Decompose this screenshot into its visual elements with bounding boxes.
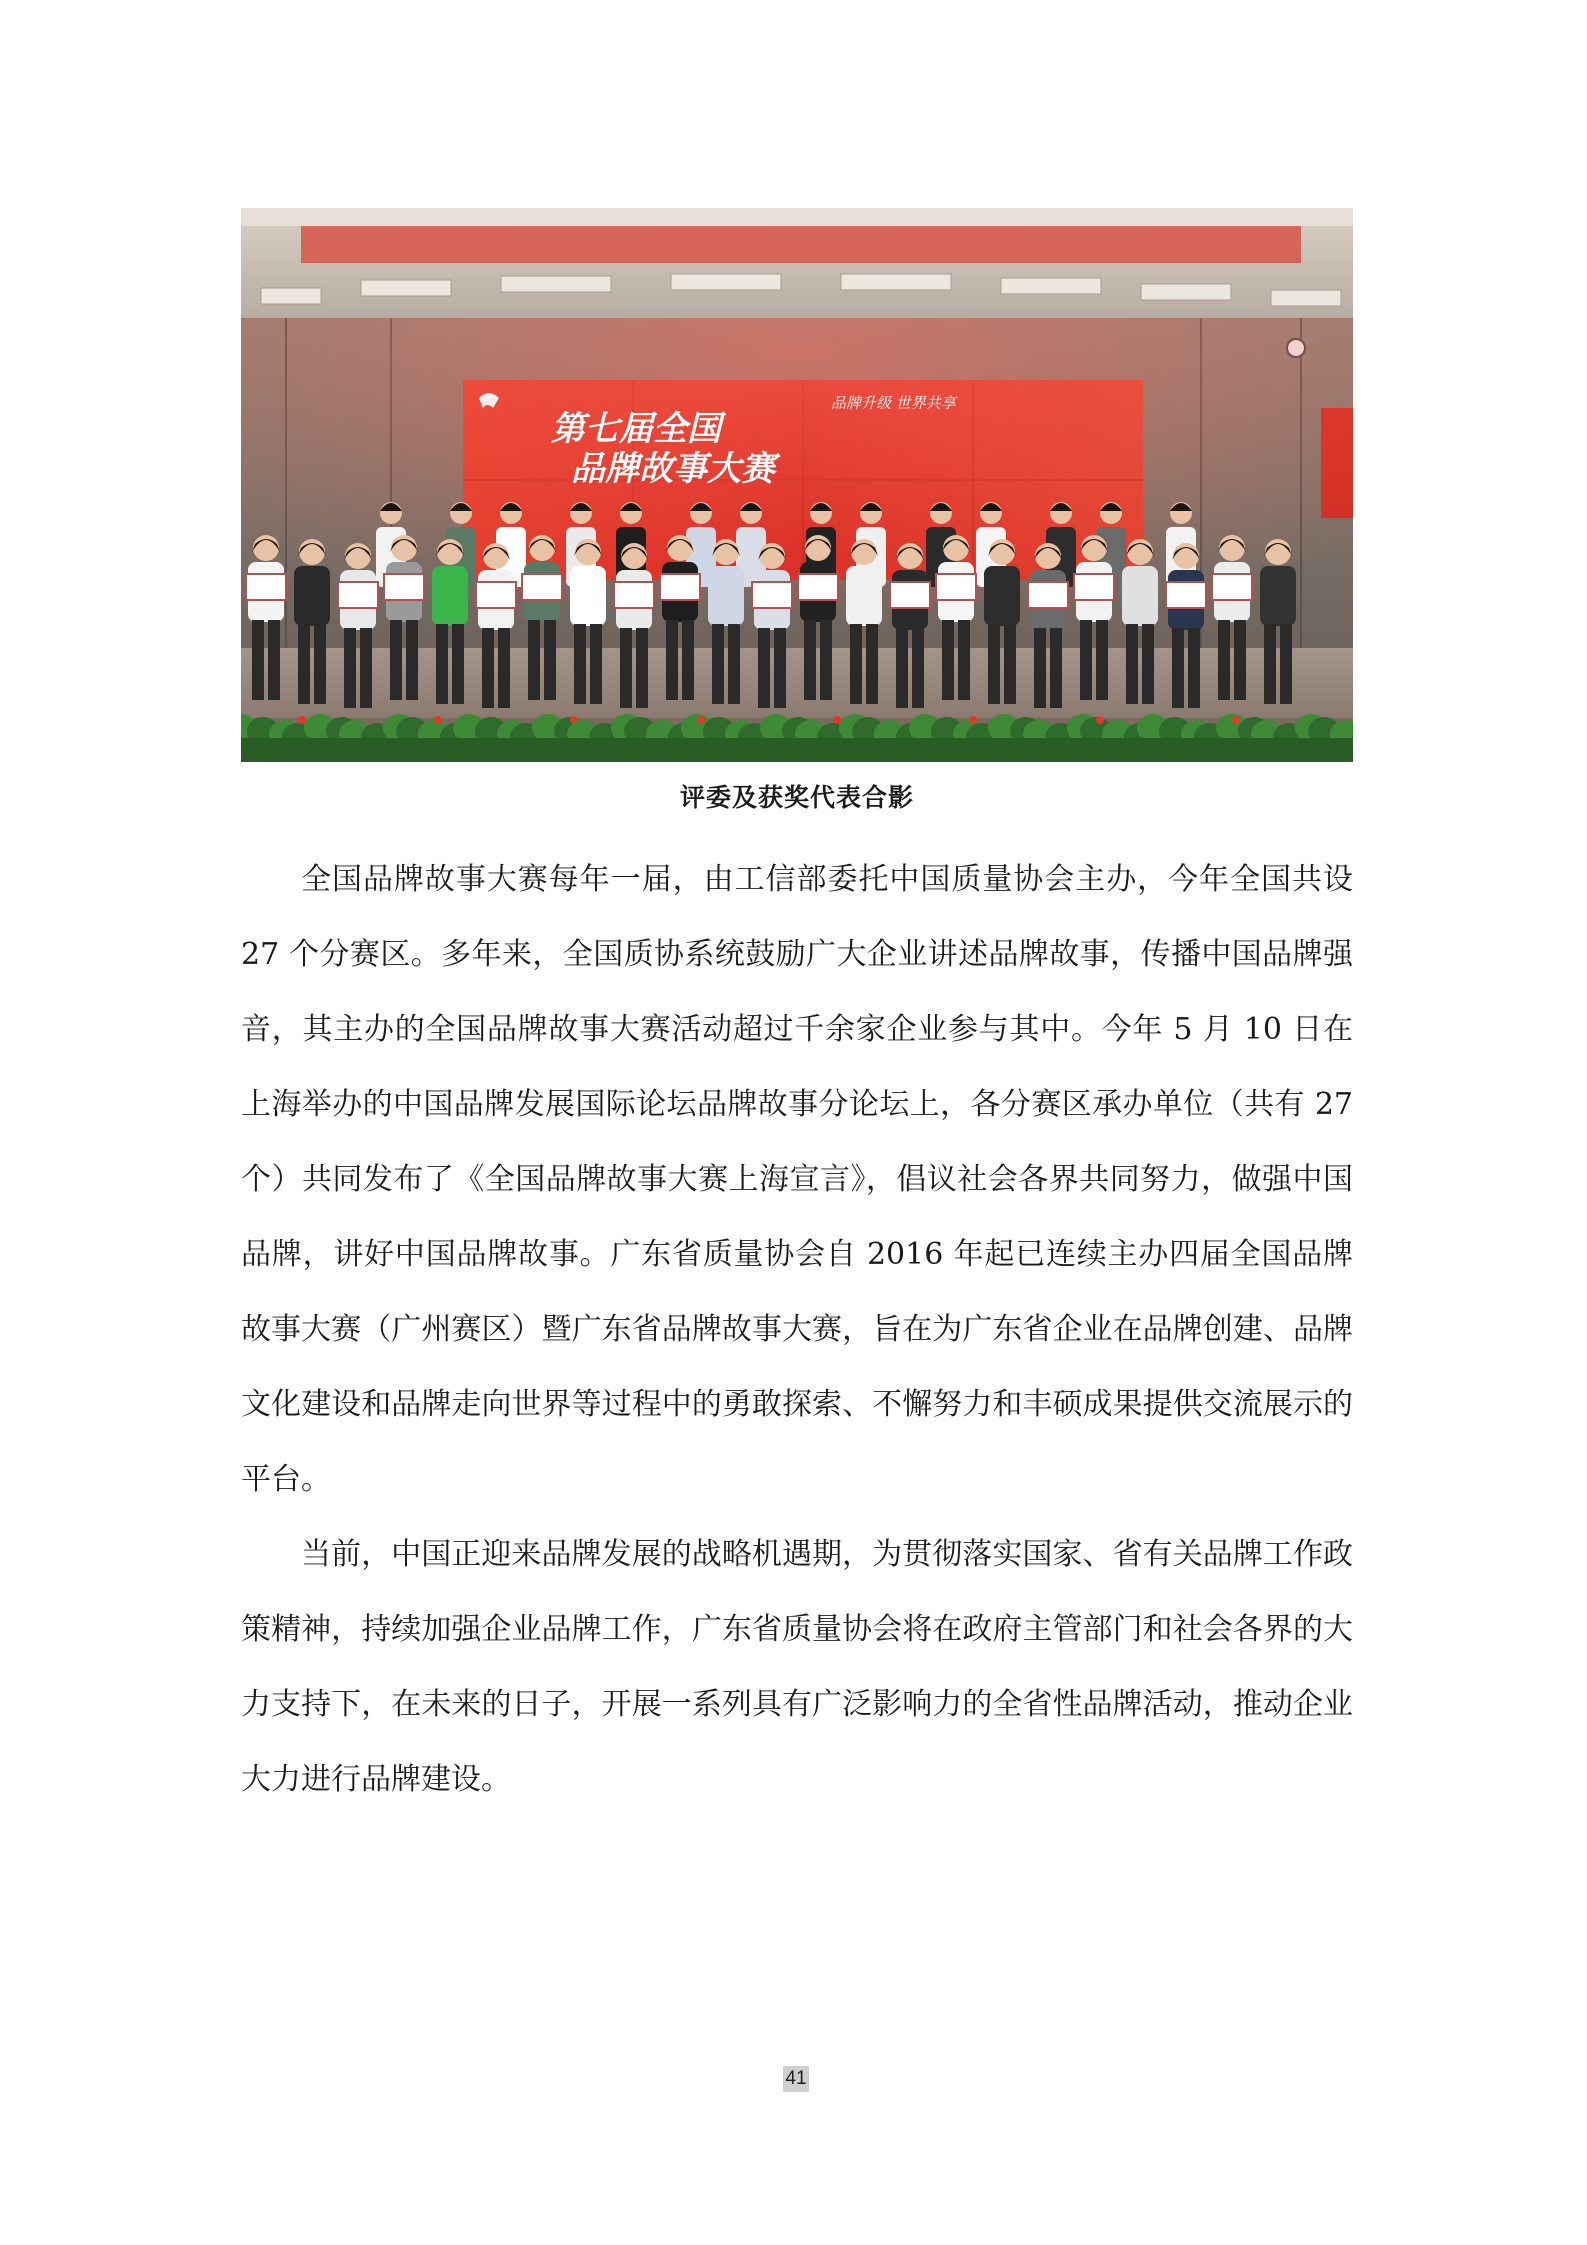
front-plants	[241, 714, 1353, 762]
figure-caption: 评委及获奖代表合影	[679, 783, 914, 812]
group-photo	[241, 208, 1353, 762]
paragraph-1: 全国品牌故事大赛每年一届，由工信部委托中国质量协会主办，今年全国共设 27 个分赛区。多年来，全国质协系统鼓励广大企业讲述品牌故事，传播中国品牌强音，其主办的全国品牌故事大赛活动超过千余家企业参与其中。今年 5 月 10 日在上海举办的中国品牌发展国际论坛品牌故事分论坛上，各分赛区承办单位（共有 27 个）共同发布了《全国品牌故事大赛上海宣言》，倡议社会各界共同努力，做强中国品牌，讲好中国品牌故事。广东省质量协会自 2016 年起已连续主办四届全国品牌故事大赛（广州赛区）暨广东省品牌故事大赛，旨在为广东省企业在品牌创建、品牌文化建设和品牌走向世界等过程中的勇敢探索、不懈努力和丰硕成果提供交流展示的平台。	[241, 862, 1353, 1497]
stage-slogan: 品牌升级 世界共享	[831, 394, 956, 412]
page-number: 41	[783, 2066, 809, 2092]
stage-title-line2: 品牌故事大赛	[571, 449, 775, 489]
paragraph-2: 当前，中国正迎来品牌发展的战略机遇期，为贯彻落实国家、省有关品牌工作政策精神，持续加强企业品牌工作，广东省质量协会将在政府主管部门和社会各界的大力支持下，在未来的日子，开展一系列具有广泛影响力的全省性品牌活动，推动企业大力进行品牌建设。	[241, 1537, 1353, 1797]
body-text	[241, 842, 1353, 1817]
stage-title-line1: 第七届全国	[551, 409, 721, 449]
